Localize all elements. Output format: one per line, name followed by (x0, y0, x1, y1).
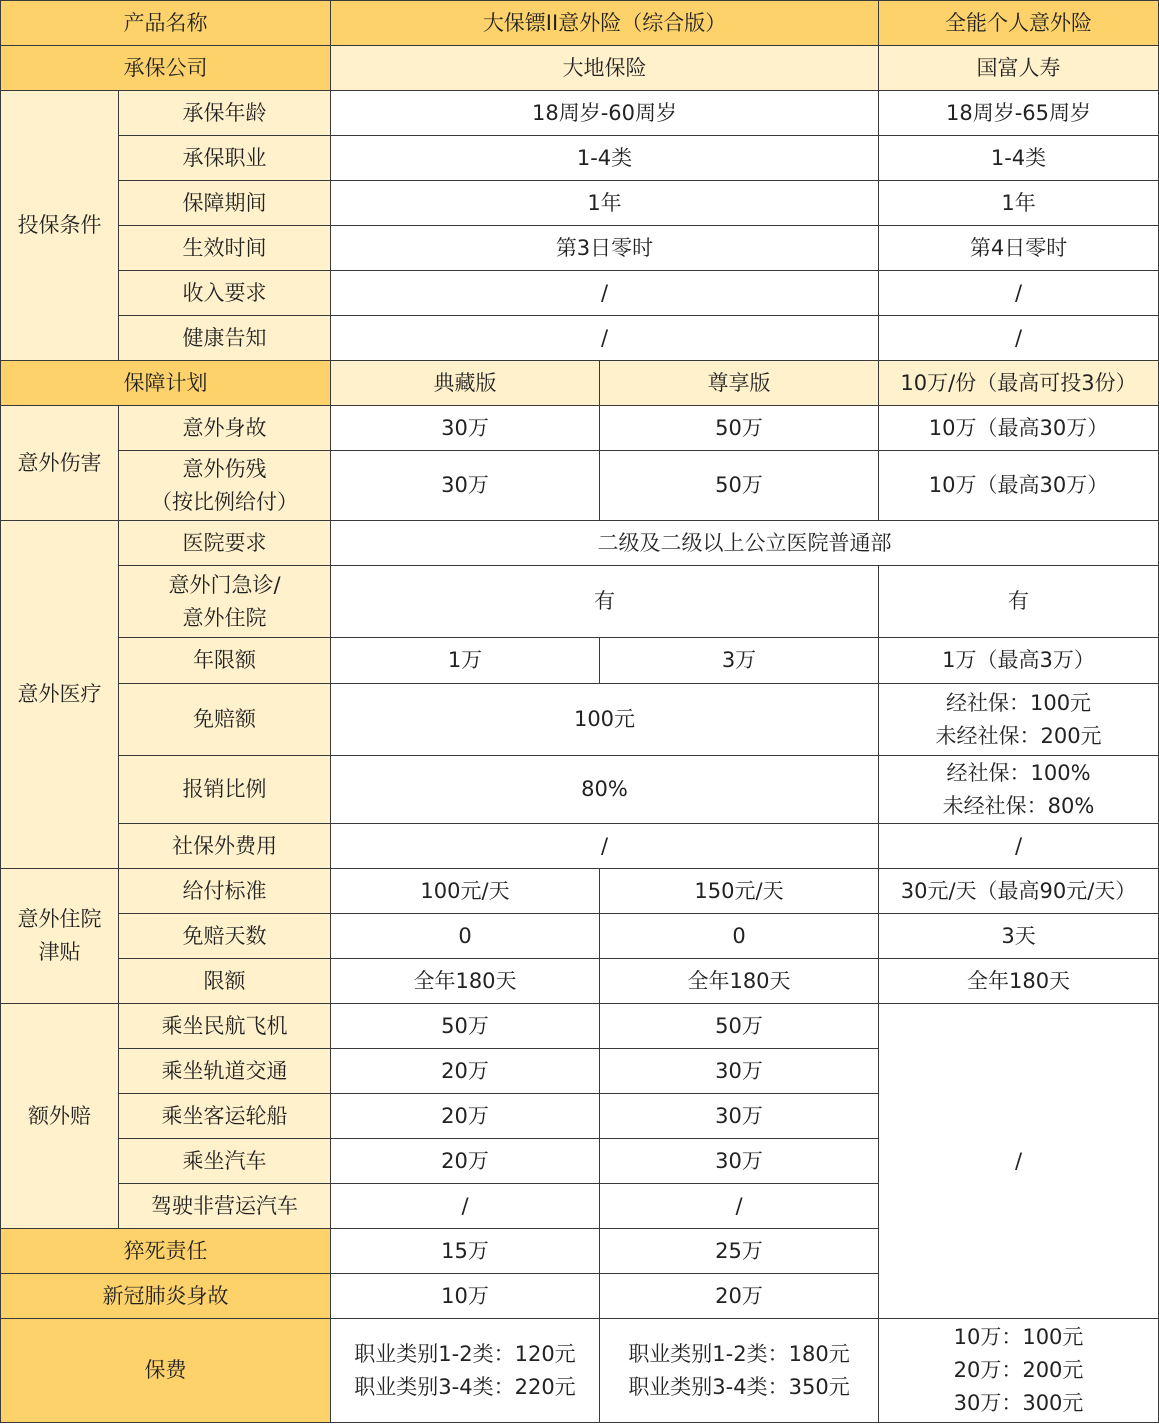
row-label: 驾驶非营运汽车 (119, 1184, 331, 1229)
table-row (1, 684, 1159, 756)
premium-b (879, 1319, 1159, 1423)
plan-row (1, 361, 1159, 406)
table-row (1, 959, 1159, 1004)
extra-cell-b: / (879, 1004, 1159, 1319)
cell-line: 职业类别1-2类：180元 (628, 1341, 850, 1366)
row-label-line: （按比例给付） (151, 489, 298, 514)
cell-a1: 1万 (331, 638, 600, 684)
cell-line: 经社保：100元 (945, 690, 1092, 715)
row-label: 给付标准 (119, 869, 331, 914)
cell-a1: 15万 (331, 1229, 600, 1274)
table-row (1, 226, 1159, 271)
row-label: 收入要求 (119, 271, 331, 316)
cell-a2: / (600, 1184, 879, 1229)
row-label: 乘坐汽车 (119, 1139, 331, 1184)
cell-a: 80% (331, 756, 879, 824)
group-label-line: 津贴 (38, 940, 81, 964)
cell-b: 全年180天 (879, 959, 1159, 1004)
row-label: 免赔额 (119, 684, 331, 756)
row-label (119, 451, 331, 521)
cell-b: 第4日零时 (879, 226, 1159, 271)
cell-b (879, 684, 1159, 756)
plan-a2: 尊享版 (600, 361, 879, 406)
row-label: 意外身故 (119, 406, 331, 451)
cell-a: 1-4类 (331, 136, 879, 181)
cell-a: 1年 (331, 181, 879, 226)
cell-line: 20万：200元 (953, 1358, 1084, 1382)
row-label: 乘坐客运轮船 (119, 1094, 331, 1139)
extra-group-label: 额外赔 (1, 1004, 119, 1229)
plan-label: 保障计划 (1, 361, 331, 406)
insurer-label: 承保公司 (1, 46, 331, 91)
table-row (1, 521, 1159, 566)
premium-a1 (331, 1319, 600, 1423)
cell-line: 职业类别3-4类：350元 (628, 1374, 850, 1399)
cell-a1: 20万 (331, 1049, 600, 1094)
cell-a2: 25万 (600, 1229, 879, 1274)
cell-a2: 全年180天 (600, 959, 879, 1004)
table-row (1, 451, 1159, 521)
cell-a2: 30万 (600, 1049, 879, 1094)
cell-a2: 150元/天 (600, 869, 879, 914)
product-a-name: 大保镖II意外险（综合版） (331, 1, 879, 46)
row-label: 医院要求 (119, 521, 331, 566)
cell-a2: 50万 (600, 451, 879, 521)
cell-a: 有 (331, 566, 879, 638)
cell-a: / (331, 271, 879, 316)
cell-a1: 30万 (331, 406, 600, 451)
row-label: 社保外费用 (119, 824, 331, 869)
row-label: 保障期间 (119, 181, 331, 226)
table-row (1, 638, 1159, 684)
plan-b: 10万/份（最高可投3份） (879, 361, 1159, 406)
cell-a: 18周岁-60周岁 (331, 91, 879, 136)
row-label: 报销比例 (119, 756, 331, 824)
injury-group-label: 意外伤害 (1, 406, 119, 521)
row-label: 免赔天数 (119, 914, 331, 959)
table-row (1, 756, 1159, 824)
cell-a2: 30万 (600, 1139, 879, 1184)
cell-line: 经社保：100% (946, 760, 1091, 785)
cell-b: 3天 (879, 914, 1159, 959)
table-row (1, 316, 1159, 361)
row-label-line: 意外伤残 (182, 456, 267, 481)
table-row (1, 566, 1159, 638)
insurer-row (1, 46, 1159, 91)
table-row (1, 914, 1159, 959)
cell-line: 职业类别1-2类：120元 (354, 1341, 576, 1366)
plan-a1: 典藏版 (331, 361, 600, 406)
premium-a2 (600, 1319, 879, 1423)
cell-a2: 20万 (600, 1274, 879, 1319)
cell-b (879, 756, 1159, 824)
premium-label: 保费 (1, 1319, 331, 1423)
row-label: 承保年龄 (119, 91, 331, 136)
cell-all: 二级及二级以上公立医院普通部 (331, 521, 1159, 566)
cell-a1: 0 (331, 914, 600, 959)
row-label: 生效时间 (119, 226, 331, 271)
row-label: 新冠肺炎身故 (1, 1274, 331, 1319)
premium-row (1, 1319, 1159, 1423)
cell-b: 18周岁-65周岁 (879, 91, 1159, 136)
row-label: 年限额 (119, 638, 331, 684)
cell-line: 未经社保：80% (942, 793, 1095, 818)
header-row (1, 1, 1159, 46)
medical-group-label: 意外医疗 (1, 521, 119, 869)
table-row (1, 824, 1159, 869)
cell-a1: 30万 (331, 451, 600, 521)
cell-b: / (879, 316, 1159, 361)
row-label-line: 意外门急诊/ (168, 572, 281, 597)
table-row (1, 869, 1159, 914)
cell-a: 第3日零时 (331, 226, 879, 271)
cell-line: 10万：100元 (953, 1325, 1084, 1349)
cell-a1: 20万 (331, 1094, 600, 1139)
cell-a1: 100元/天 (331, 869, 600, 914)
table-row (1, 136, 1159, 181)
cell-b: 10万（最高30万） (879, 406, 1159, 451)
row-label: 承保职业 (119, 136, 331, 181)
cell-a2: 50万 (600, 1004, 879, 1049)
cell-a: / (331, 316, 879, 361)
insurer-a: 大地保险 (331, 46, 879, 91)
cell-b: 10万（最高30万） (879, 451, 1159, 521)
row-label: 乘坐民航飞机 (119, 1004, 331, 1049)
row-label: 乘坐轨道交通 (119, 1049, 331, 1094)
row-label: 健康告知 (119, 316, 331, 361)
product-b-name: 全能个人意外险 (879, 1, 1159, 46)
cell-a2: 50万 (600, 406, 879, 451)
table-row (1, 91, 1159, 136)
cell-a2: 0 (600, 914, 879, 959)
cell-a1: 10万 (331, 1274, 600, 1319)
insurer-b: 国富人寿 (879, 46, 1159, 91)
cell-a: 100元 (331, 684, 879, 756)
table-row (1, 271, 1159, 316)
cell-b: / (879, 824, 1159, 869)
table-row (1, 1004, 1159, 1049)
cell-b: 1-4类 (879, 136, 1159, 181)
cell-b: 1年 (879, 181, 1159, 226)
cell-a1: 50万 (331, 1004, 600, 1049)
cell-a2: 3万 (600, 638, 879, 684)
table-row (1, 181, 1159, 226)
cell-a2: 30万 (600, 1094, 879, 1139)
cell-b: 有 (879, 566, 1159, 638)
table-row (1, 406, 1159, 451)
cell-b: / (879, 271, 1159, 316)
group-label-line: 意外住院 (17, 907, 102, 931)
product-name-label: 产品名称 (1, 1, 331, 46)
conditions-group-label: 投保条件 (1, 91, 119, 361)
cell-line: 未经社保：200元 (935, 723, 1102, 748)
row-label-line: 意外住院 (182, 605, 267, 630)
cell-line: 30万：300元 (953, 1391, 1084, 1415)
cell-line: 职业类别3-4类：220元 (354, 1374, 576, 1399)
cell-a1: 20万 (331, 1139, 600, 1184)
cell-a1: / (331, 1184, 600, 1229)
row-label: 猝死责任 (1, 1229, 331, 1274)
row-label: 限额 (119, 959, 331, 1004)
cell-a: / (331, 824, 879, 869)
cell-a1: 全年180天 (331, 959, 600, 1004)
cell-b: 30元/天（最高90元/天） (879, 869, 1159, 914)
cell-b: 1万（最高3万） (879, 638, 1159, 684)
row-label (119, 566, 331, 638)
allowance-group-label (1, 869, 119, 1004)
